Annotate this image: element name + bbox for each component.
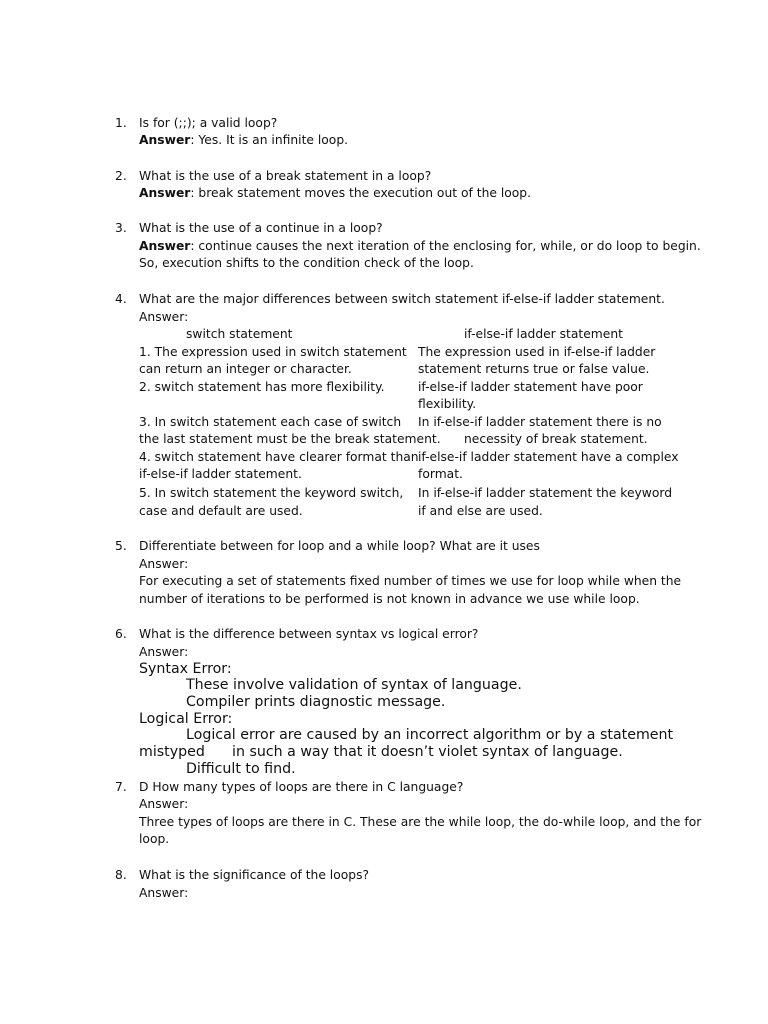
question-number: 3. (115, 221, 127, 235)
answer-line (139, 238, 701, 255)
logical-error-line: Difficult to find. (186, 761, 296, 777)
question-text: D How many types of loops are there in C language? (139, 780, 464, 794)
answer-label: Answer (139, 186, 191, 200)
table-cell-left: 3. In switch statement each case of switch (139, 415, 402, 429)
table-cell-left: if-else-if ladder statement. (139, 467, 302, 481)
answer-label: Answer: (139, 886, 189, 900)
table-header-switch: switch statement (186, 327, 293, 341)
answer-line (139, 185, 531, 202)
question-text: Is for (;;); a valid loop? (139, 116, 278, 130)
syntax-error-line: Compiler prints diagnostic message. (186, 694, 446, 710)
table-cell-right: format. (418, 467, 463, 481)
answer-label: Answer: (139, 557, 189, 571)
question-number: 6. (115, 627, 127, 641)
answer-text: : continue causes the next iteration of the enclosing for, while, or do loop to begin. (190, 239, 701, 253)
table-cell-left: 2. switch statement has more flexibility. (139, 380, 385, 394)
question-number: 7. (115, 780, 127, 794)
answer-text: For executing a set of statements fixed number of times we use for loop while when the (139, 574, 682, 588)
question-number: 1. (115, 116, 127, 130)
table-cell-right: In if-else-if ladder statement the keyword (418, 486, 673, 500)
question-number: 4. (115, 292, 127, 306)
question-text: What are the major differences between switch statement if-else-if ladder statement. (139, 292, 665, 306)
logical-error-heading: Logical Error: (139, 711, 233, 727)
answer-text: : break statement moves the execution out of the loop. (190, 186, 532, 200)
question-number: 2. (115, 169, 127, 183)
table-cell-right: statement returns true or false value. (418, 362, 650, 376)
table-cell-left: 5. In switch statement the keyword switch, (139, 486, 404, 500)
answer-label: Answer (139, 239, 191, 253)
question-number: 5. (115, 539, 127, 553)
logical-error-line: in such a way that it doesn’t violet syntax of language. (232, 744, 623, 760)
table-cell-left: 4. switch statement have clearer format than (139, 450, 419, 464)
answer-text-cont: loop. (139, 832, 170, 846)
table-cell-left: 1. The expression used in switch statement (139, 345, 407, 359)
answer-text: Three types of loops are there in C. These are the while loop, the do-while loop, and the for (139, 815, 702, 829)
question-number: 8. (115, 868, 127, 882)
logical-error-line: mistyped (139, 744, 205, 760)
syntax-error-heading: Syntax Error: (139, 661, 232, 677)
table-cell-left: the last statement must be the break statement. (139, 432, 441, 446)
syntax-error-line: These involve validation of syntax of language. (186, 677, 522, 693)
answer-text-cont: So, execution shifts to the condition check of the loop. (139, 256, 474, 270)
answer-label: Answer (139, 133, 191, 147)
question-text: What is the difference between syntax vs logical error? (139, 627, 479, 641)
table-cell-right: The expression used in if-else-if ladder (418, 345, 656, 359)
logical-error-line: Logical error are caused by an incorrect algorithm or by a statement (186, 727, 674, 743)
question-text: What is the significance of the loops? (139, 868, 370, 882)
answer-line (139, 132, 348, 149)
table-cell-left: case and default are used. (139, 504, 303, 518)
table-cell-right: if-else-if ladder statement have poor (418, 380, 643, 394)
table-cell-right: necessity of break statement. (464, 432, 648, 446)
table-cell-right: if and else are used. (418, 504, 543, 518)
answer-label: Answer: (139, 310, 189, 324)
table-header-ifelse: if-else-if ladder statement (464, 327, 623, 341)
table-cell-right: flexibility. (418, 397, 477, 411)
question-text: What is the use of a break statement in a loop? (139, 169, 432, 183)
question-text: What is the use of a continue in a loop? (139, 221, 383, 235)
table-cell-left: can return an integer or character. (139, 362, 352, 376)
table-cell-right: if-else-if ladder statement have a complex (418, 450, 679, 464)
answer-text: : Yes. It is an infinite loop. (190, 133, 349, 147)
question-text: Differentiate between for loop and a while loop? What are it uses (139, 539, 540, 553)
answer-label: Answer: (139, 797, 189, 811)
answer-text-cont: number of iterations to be performed is not known in advance we use while loop. (139, 592, 640, 606)
answer-label: Answer: (139, 645, 189, 659)
table-cell-right: In if-else-if ladder statement there is no (418, 415, 662, 429)
